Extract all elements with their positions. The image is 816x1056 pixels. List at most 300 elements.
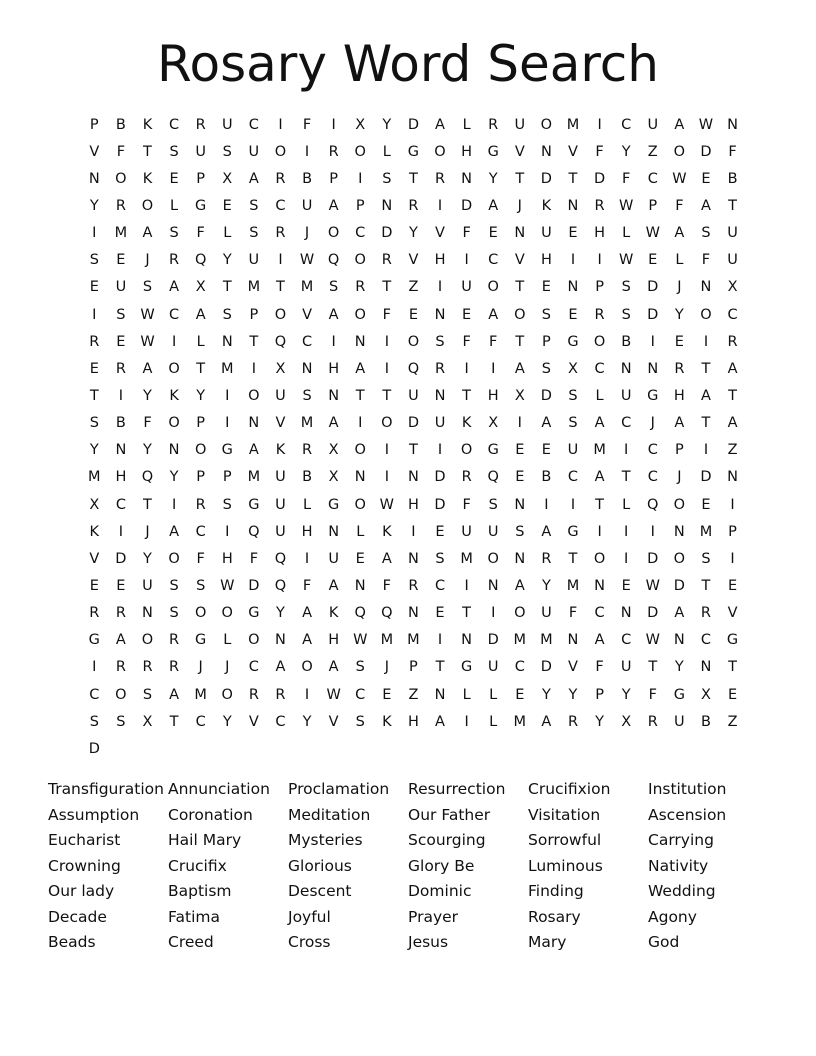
word-list-item: Crowning xyxy=(48,856,121,875)
grid-letter: T xyxy=(89,387,99,404)
word-list-item: Annunciation xyxy=(168,780,270,798)
grid-letter: K xyxy=(142,170,153,187)
grid-letter: M xyxy=(221,360,234,377)
grid-letter: T xyxy=(648,659,658,676)
word-list-item: Institution xyxy=(648,780,727,798)
grid-letter: X xyxy=(700,686,711,703)
grid-letter: V xyxy=(275,415,286,432)
grid-letter: E xyxy=(89,279,99,296)
grid-letter: V xyxy=(89,550,100,567)
grid-letter: O xyxy=(381,415,393,432)
grid-letter: C xyxy=(301,333,313,350)
grid-letter: R xyxy=(302,442,313,459)
grid-letter: T xyxy=(728,387,737,404)
grid-letter: I xyxy=(331,116,336,133)
grid-letter: T xyxy=(568,550,578,567)
grid-letter: H xyxy=(115,469,127,486)
grid-letter: Q xyxy=(647,496,659,513)
grid-letter: T xyxy=(701,577,711,594)
grid-letter: X xyxy=(488,415,499,432)
grid-letter: W xyxy=(353,632,368,649)
grid-letter: G xyxy=(407,143,420,160)
grid-letter: F xyxy=(143,415,152,432)
grid-letter: N xyxy=(354,469,366,486)
word-list-item: Mysteries xyxy=(288,831,363,849)
grid-letter: R xyxy=(89,605,100,622)
grid-letter: M xyxy=(540,632,553,649)
grid-letter: M xyxy=(380,632,394,649)
grid-letter: P xyxy=(355,197,365,214)
grid-letter: D xyxy=(700,143,712,160)
grid-letter: K xyxy=(89,523,100,540)
word-list-item: Prayer xyxy=(408,907,459,926)
grid-letter: O xyxy=(593,333,606,350)
grid-letter: R xyxy=(434,360,446,377)
grid-letter: G xyxy=(195,632,207,649)
grid-letter: N xyxy=(354,333,366,350)
grid-letter: T xyxy=(276,279,285,296)
grid-letter: O xyxy=(700,306,712,323)
grid-letter: M xyxy=(88,469,101,486)
grid-letter: D xyxy=(593,170,606,187)
grid-letter: E xyxy=(488,225,498,242)
word-list-item: Scourging xyxy=(408,831,486,849)
grid-letter: E xyxy=(222,197,232,214)
grid-letter: C xyxy=(169,306,180,323)
grid-letter: F xyxy=(382,577,391,594)
grid-letter: L xyxy=(223,225,232,242)
grid-letter: W xyxy=(140,306,155,323)
grid-letter: S xyxy=(355,659,365,676)
grid-letter: M xyxy=(566,116,580,133)
grid-letter: M xyxy=(300,415,314,432)
word-list-item: Proclamation xyxy=(288,780,390,798)
grid-letter: H xyxy=(673,387,685,404)
grid-letter: E xyxy=(515,686,525,703)
grid-letter: Z xyxy=(727,442,738,459)
grid-letter: O xyxy=(274,143,287,160)
grid-letter: M xyxy=(247,279,261,296)
grid-letter: A xyxy=(514,360,525,377)
grid-letter: W xyxy=(326,686,341,703)
grid-letter: S xyxy=(169,225,179,242)
word-list-item: Transfiguration xyxy=(48,780,164,798)
grid-letter: D xyxy=(540,170,552,187)
grid-letter: X xyxy=(89,496,100,513)
grid-letter: A xyxy=(727,360,738,377)
grid-letter: A xyxy=(328,415,339,432)
grid-letter: E xyxy=(89,577,99,594)
grid-letter: F xyxy=(302,116,312,133)
grid-letter: R xyxy=(567,713,579,730)
grid-letter: N xyxy=(567,632,579,649)
grid-letter: A xyxy=(381,550,392,567)
grid-letter: A xyxy=(142,360,153,377)
grid-letter: O xyxy=(115,170,127,187)
grid-letter: I xyxy=(331,333,336,350)
grid-letter: B xyxy=(115,116,126,133)
grid-letter: N xyxy=(301,360,313,377)
grid-letter: L xyxy=(595,387,604,404)
grid-letter: U xyxy=(541,605,552,622)
grid-letter: D xyxy=(115,550,127,567)
word-list-item: Baptism xyxy=(168,882,232,900)
grid-letter: A xyxy=(435,713,445,730)
grid-letter: G xyxy=(487,143,499,160)
grid-letter: K xyxy=(382,713,392,730)
word-list-item: Descent xyxy=(288,882,352,900)
grid-letter: J xyxy=(145,523,150,540)
grid-letter: U xyxy=(461,279,472,296)
grid-letter: W xyxy=(619,197,634,214)
grid-letter: E xyxy=(116,333,126,350)
grid-letter: O xyxy=(673,550,686,567)
grid-letter: T xyxy=(701,415,711,432)
grid-letter: U xyxy=(434,415,446,432)
grid-letter: R xyxy=(381,252,392,269)
grid-letter: L xyxy=(356,523,365,540)
word-list-item: Mary xyxy=(528,933,567,951)
grid-letter: U xyxy=(275,523,286,540)
grid-letter: I xyxy=(278,252,283,269)
grid-letter: P xyxy=(595,279,604,296)
grid-letter: W xyxy=(672,170,687,187)
grid-letter: Q xyxy=(274,333,287,350)
word-list-item: Jesus xyxy=(408,933,449,951)
grid-letter: I xyxy=(171,496,177,513)
grid-letter: O xyxy=(593,550,606,567)
grid-letter: I xyxy=(225,387,230,404)
grid-letter: L xyxy=(382,143,391,160)
word-list-item: Crucifix xyxy=(168,856,227,875)
grid-letter: E xyxy=(727,686,738,703)
grid-letter: R xyxy=(169,252,180,269)
grid-letter: N xyxy=(514,225,526,242)
grid-letter: N xyxy=(700,659,712,676)
grid-letter: O xyxy=(673,496,686,513)
grid-letter: U xyxy=(408,387,419,404)
grid-letter: L xyxy=(303,496,312,513)
grid-letter: A xyxy=(514,577,525,594)
grid-letter: C xyxy=(355,225,366,242)
grid-letter: J xyxy=(304,225,310,242)
grid-letter: R xyxy=(541,550,552,567)
grid-letter: N xyxy=(567,279,579,296)
grid-letter: E xyxy=(462,306,472,323)
grid-letter: N xyxy=(434,686,446,703)
grid-letter: Y xyxy=(541,577,551,594)
grid-letter: G xyxy=(248,496,260,513)
grid-letter: I xyxy=(384,442,389,459)
grid-letter: C xyxy=(647,469,658,486)
grid-letter: T xyxy=(728,197,737,214)
grid-letter: Y xyxy=(222,252,232,269)
grid-letter: D xyxy=(487,632,499,649)
grid-letter: P xyxy=(196,415,206,432)
grid-letter: I xyxy=(703,333,709,350)
grid-letter: J xyxy=(384,659,389,676)
grid-letter: J xyxy=(198,659,203,676)
grid-letter: O xyxy=(194,442,207,459)
grid-letter: S xyxy=(249,197,259,214)
grid-letter: O xyxy=(514,306,526,323)
grid-letter: S xyxy=(382,170,392,187)
grid-letter: O xyxy=(487,279,499,296)
grid-letter: Q xyxy=(407,360,420,377)
grid-letter: E xyxy=(435,605,445,622)
grid-letter: Y xyxy=(222,713,232,730)
grid-letter: H xyxy=(328,360,340,377)
grid-letter: O xyxy=(168,550,180,567)
grid-letter: S xyxy=(568,387,578,404)
grid-letter: O xyxy=(514,605,526,622)
grid-letter: C xyxy=(700,632,712,649)
grid-letter: W xyxy=(619,252,634,269)
grid-letter: C xyxy=(169,116,180,133)
grid-letter: M xyxy=(699,523,713,540)
grid-letter: A xyxy=(674,116,685,133)
grid-letter: D xyxy=(381,225,393,242)
grid-letter: I xyxy=(464,713,469,730)
grid-letter: A xyxy=(594,632,605,649)
grid-letter: R xyxy=(115,605,126,622)
grid-letter: T xyxy=(568,170,578,187)
grid-letter: F xyxy=(249,550,259,567)
grid-letter: I xyxy=(650,333,655,350)
grid-letter: I xyxy=(304,143,310,160)
grid-letter: C xyxy=(488,252,499,269)
grid-letter: B xyxy=(115,415,126,432)
grid-letter: A xyxy=(302,605,312,622)
grid-letter: O xyxy=(194,605,207,622)
grid-letter: E xyxy=(435,523,445,540)
grid-letter: S xyxy=(302,387,312,404)
grid-letter: Y xyxy=(143,442,152,459)
grid-letter: G xyxy=(487,442,499,459)
grid-letter: I xyxy=(624,442,629,459)
grid-letter: R xyxy=(594,306,605,323)
grid-letter: O xyxy=(141,197,154,214)
grid-letter: A xyxy=(328,659,339,676)
grid-letter: J xyxy=(677,469,682,486)
grid-letter: R xyxy=(727,333,738,350)
grid-letter: H xyxy=(221,550,233,567)
grid-letter: O xyxy=(354,143,366,160)
grid-letter: R xyxy=(647,713,658,730)
grid-letter: N xyxy=(461,170,473,187)
grid-letter: H xyxy=(540,252,552,269)
grid-letter: S xyxy=(89,252,99,269)
grid-letter: C xyxy=(727,306,738,323)
grid-letter: A xyxy=(248,442,259,459)
grid-letter: I xyxy=(171,333,177,350)
grid-letter: B xyxy=(700,713,711,730)
grid-letter: D xyxy=(248,577,260,594)
grid-letter: I xyxy=(464,577,469,594)
grid-letter: I xyxy=(491,605,496,622)
grid-letter: Y xyxy=(143,550,152,567)
grid-letter: Y xyxy=(382,116,392,133)
grid-letter: B xyxy=(621,333,632,350)
grid-letter: A xyxy=(674,415,685,432)
grid-letter: F xyxy=(568,605,578,622)
grid-letter: A xyxy=(488,306,499,323)
grid-letter: N xyxy=(142,605,153,622)
grid-letter: L xyxy=(489,713,498,730)
grid-letter: A xyxy=(142,225,153,242)
grid-letter: P xyxy=(674,442,684,459)
grid-letter: O xyxy=(115,686,127,703)
grid-letter: Y xyxy=(674,659,684,676)
grid-letter: R xyxy=(328,143,339,160)
grid-letter: O xyxy=(221,605,233,622)
grid-letter: N xyxy=(514,496,526,513)
grid-letter: E xyxy=(382,686,392,703)
word-list-item: Visitation xyxy=(528,805,601,824)
grid-letter: N xyxy=(407,469,419,486)
grid-letter: O xyxy=(301,659,313,676)
grid-letter: G xyxy=(673,686,685,703)
grid-letter: Y xyxy=(621,686,631,703)
grid-letter: S xyxy=(116,713,126,730)
grid-letter: R xyxy=(275,686,286,703)
grid-letter: N xyxy=(727,116,738,133)
grid-letter: D xyxy=(647,279,659,296)
grid-letter: Y xyxy=(674,306,684,323)
word-list-item: Wedding xyxy=(648,882,716,900)
grid-letter: V xyxy=(727,605,738,622)
grid-letter: N xyxy=(434,387,446,404)
grid-letter: U xyxy=(248,143,260,160)
word-list-item: Crucifixion xyxy=(528,780,611,798)
word-list-item: Finding xyxy=(528,882,584,900)
grid-letter: I xyxy=(384,469,389,486)
grid-letter: T xyxy=(382,279,392,296)
grid-letter: D xyxy=(540,659,552,676)
grid-letter: O xyxy=(354,496,366,513)
word-list-item: Fatima xyxy=(168,907,220,926)
grid-letter: C xyxy=(275,713,286,730)
grid-letter: C xyxy=(195,523,206,540)
grid-letter: M xyxy=(513,713,527,730)
grid-letter: S xyxy=(541,306,551,323)
grid-letter: I xyxy=(544,496,549,513)
grid-letter: G xyxy=(567,523,579,540)
grid-letter: G xyxy=(567,333,579,350)
grid-letter: F xyxy=(196,225,205,242)
grid-letter: O xyxy=(354,252,366,269)
word-list-item: Assumption xyxy=(48,805,140,824)
grid-letter: U xyxy=(541,225,552,242)
grid-letter: N xyxy=(647,360,659,377)
grid-letter: E xyxy=(727,577,738,594)
word-list-item: Eucharist xyxy=(48,831,121,849)
grid-letter: W xyxy=(299,252,315,269)
grid-letter: R xyxy=(461,469,472,486)
grid-letter: F xyxy=(648,686,657,703)
grid-letter: R xyxy=(248,686,259,703)
grid-letter: L xyxy=(622,496,631,513)
grid-letter: G xyxy=(248,605,260,622)
grid-letter: F xyxy=(116,143,126,160)
grid-letter: A xyxy=(275,659,286,676)
grid-letter: S xyxy=(515,523,525,540)
grid-letter: E xyxy=(515,442,525,459)
grid-letter: G xyxy=(328,496,340,513)
grid-letter: R xyxy=(115,360,126,377)
grid-letter: M xyxy=(460,550,473,567)
grid-letter: I xyxy=(624,550,629,567)
grid-letter: B xyxy=(302,469,313,486)
grid-letter: P xyxy=(89,116,99,133)
grid-letter: U xyxy=(195,143,206,160)
grid-letter: E xyxy=(355,550,365,567)
grid-letter: O xyxy=(540,116,553,133)
word-list-item: Joyful xyxy=(288,907,331,926)
grid-letter: R xyxy=(408,577,419,594)
grid-letter: Y xyxy=(196,387,206,404)
grid-letter: T xyxy=(621,469,631,486)
grid-letter: Q xyxy=(354,605,366,622)
grid-letter: Q xyxy=(327,252,340,269)
grid-letter: N xyxy=(328,387,340,404)
grid-letter: I xyxy=(650,523,655,540)
grid-letter: V xyxy=(328,713,339,730)
grid-letter: U xyxy=(727,252,738,269)
grid-letter: A xyxy=(594,469,605,486)
word-list-item: Luminous xyxy=(528,856,603,875)
grid-letter: S xyxy=(222,306,232,323)
grid-letter: E xyxy=(621,577,631,594)
grid-letter: L xyxy=(462,116,471,133)
grid-letter: A xyxy=(727,415,738,432)
grid-letter: H xyxy=(328,632,340,649)
grid-letter: Y xyxy=(302,713,312,730)
grid-letter: K xyxy=(328,605,339,622)
grid-letter: Q xyxy=(194,252,207,269)
grid-letter: X xyxy=(222,170,233,187)
grid-letter: T xyxy=(169,713,179,730)
grid-letter: T xyxy=(249,333,259,350)
grid-letter: A xyxy=(674,225,685,242)
grid-letter: M xyxy=(513,632,527,649)
grid-letter: I xyxy=(358,415,363,432)
grid-letter: T xyxy=(701,360,711,377)
grid-letter: X xyxy=(727,279,738,296)
grid-letter: N xyxy=(487,577,499,594)
grid-letter: S xyxy=(222,496,232,513)
grid-letter: W xyxy=(220,577,235,594)
grid-letter: P xyxy=(409,659,418,676)
grid-letter: G xyxy=(726,632,739,649)
grid-letter: U xyxy=(727,225,738,242)
grid-letter: N xyxy=(673,632,685,649)
grid-letter: I xyxy=(730,496,735,513)
grid-letter: L xyxy=(675,252,684,269)
grid-letter: O xyxy=(434,143,446,160)
grid-letter: D xyxy=(647,550,659,567)
grid-letter: R xyxy=(488,116,499,133)
word-list-item: Nativity xyxy=(648,856,709,875)
grid-letter: Q xyxy=(248,523,260,540)
grid-letter: O xyxy=(248,632,260,649)
grid-letter: N xyxy=(381,197,393,214)
grid-letter: S xyxy=(249,225,259,242)
grid-letter: I xyxy=(118,387,124,404)
word-list-item: Resurrection xyxy=(408,780,506,798)
word-list-item: Decade xyxy=(48,907,107,926)
grid-letter: E xyxy=(169,170,179,187)
